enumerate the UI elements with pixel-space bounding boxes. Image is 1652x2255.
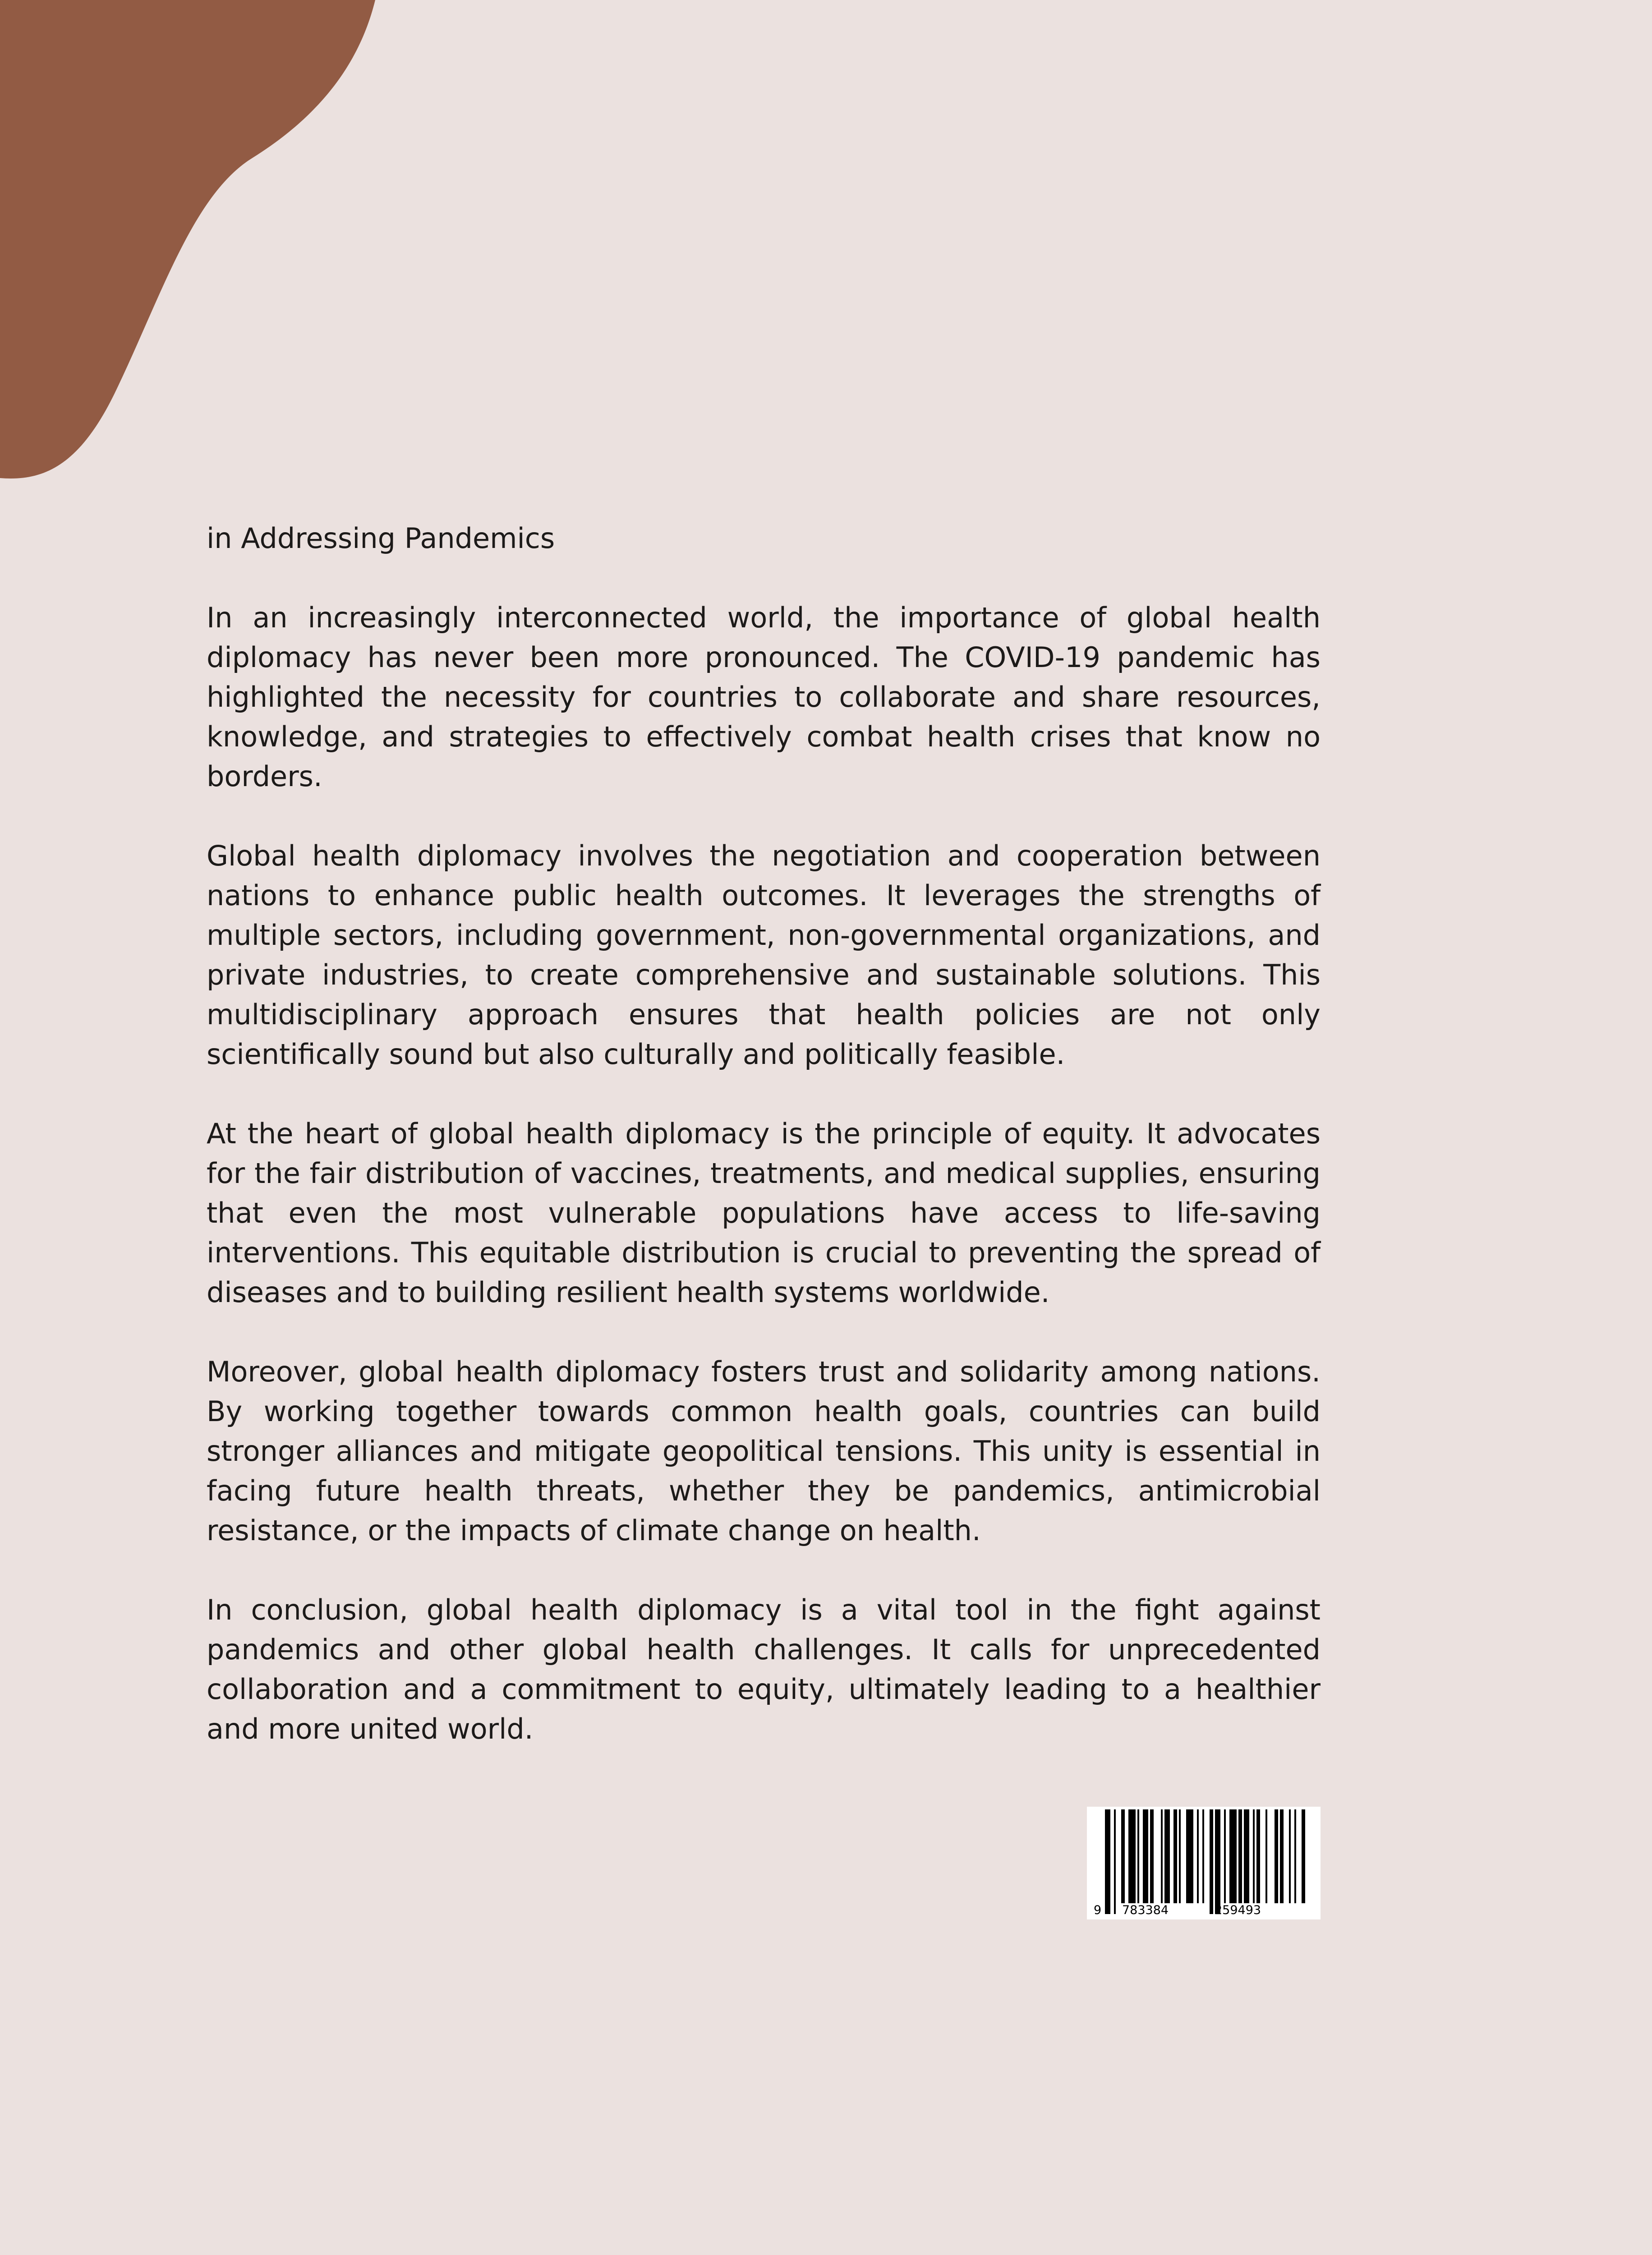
barcode-bar [1244,1809,1249,1903]
barcode-bar [1280,1809,1284,1903]
barcode-bar [1121,1809,1125,1903]
barcode-bar [1128,1809,1136,1903]
barcode-bar [1256,1809,1260,1903]
decorative-corner-blob [0,0,379,483]
barcode-digit-first: 9 [1094,1903,1102,1917]
barcode-bar [1238,1809,1242,1903]
back-cover-text [207,519,1321,1749]
barcode-bar [1275,1809,1278,1903]
paragraph-3: At the heart of global health diplomacy is the principle of equity. It advocates for the fair distribution of vaccines, treatments, and medical supplies, ensuring that even the most vulnerable populations have access to life-saving interventions. This equitable distribution is crucial to preventing the spread of diseases and to building resilient health systems worldwide. [207,1117,1321,1309]
barcode-bar [1197,1809,1199,1903]
barcode-bar [1164,1809,1170,1903]
paragraph-1: In an increasingly interconnected world, the importance of global health diplomacy has never been more pronounced. The COVID-19 pandemic has highlighted the necessity for countries to collaborate and share resources, knowledge, and strategies to effectively combat health crises that know no borders. [207,601,1321,793]
barcode-bar [1229,1809,1237,1903]
barcode-bar [1265,1809,1267,1903]
barcode-bar [1202,1809,1204,1903]
barcode-bar [1289,1809,1291,1903]
paragraph-4: Moreover, global health diplomacy fosters trust and solidarity among nations. By working together towards common health goals, countries can build stronger alliances and mitigate geopolitical tensions. This unity is essential in facing future health threats, whether they be pandemics, antimicrobial resistance, or the impacts of climate change on health. [207,1355,1321,1547]
barcode-bar [1114,1809,1116,1914]
barcode-bar [1302,1809,1305,1903]
barcode-digits-left: 783384 [1122,1903,1169,1917]
paragraph-2: Global health diplomacy involves the negotiation and cooperation between nations to enhance public health outcomes. It leverages the strengths of multiple sectors, including government, non-governmental organizations, and private industries, to create comprehensive and sustainable solutions. This multidisciplinary approach ensures that health policies are not only scientifically sound but also culturally and politically feasible. [207,839,1321,1071]
barcode-bar [1173,1809,1177,1903]
barcode-bar [1179,1809,1181,1903]
barcode-bar [1210,1809,1213,1914]
barcode-bar [1253,1809,1255,1903]
barcode-bar [1161,1809,1163,1903]
barcode-bar [1224,1809,1226,1903]
barcode-bar [1150,1809,1154,1903]
barcode-bar [1186,1809,1193,1903]
barcode-digits-right: 259493 [1215,1903,1261,1917]
barcode-bar [1294,1809,1296,1903]
barcode-bar [1105,1809,1110,1914]
corner-blob-shape [0,0,375,479]
barcode-bar [1143,1809,1148,1903]
barcode-bars [1105,1809,1305,1914]
isbn-barcode [1087,1807,1321,1919]
barcode-bar [1137,1809,1139,1903]
barcode-bar [1215,1809,1220,1914]
paragraph-5: In conclusion, global health diplomacy is a vital tool in the fight against pandemics and other global health challenges. It calls for unprecedented collaboration and a commitment to equity, ultimately leading to a healthier and more united world. [207,1593,1321,1745]
subtitle: in Addressing Pandemics [207,522,555,555]
